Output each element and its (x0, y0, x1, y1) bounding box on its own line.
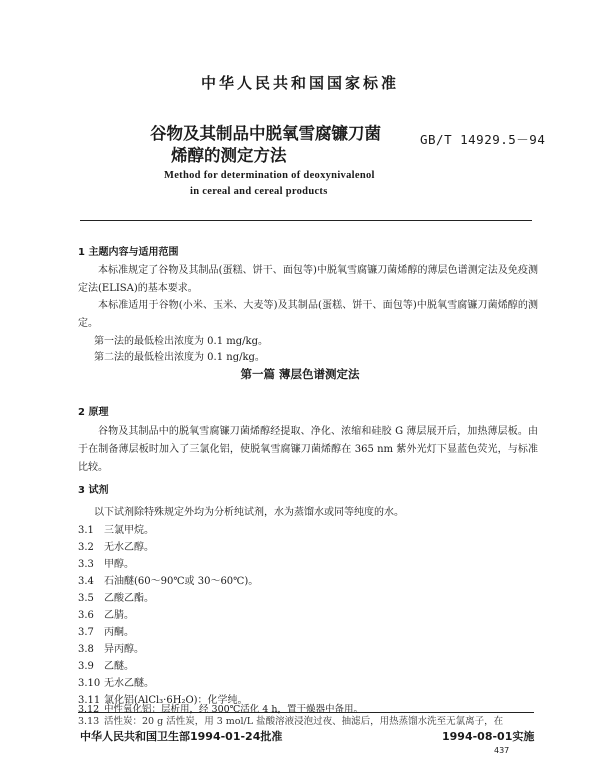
section-1-paragraph-2: 本标准适用于谷物(小米、玉米、大麦等)及其制品(蛋糕、饼干、面包等)中脱氧雪腐镰刀菌烯醇的测定。 (78, 300, 538, 329)
reagent-text: 乙醚。 (104, 661, 134, 672)
reagent-item-cut (78, 713, 503, 727)
reagent-number: 3.13 (78, 716, 100, 727)
reagent-text: 三氯甲烷。 (104, 525, 154, 536)
english-title-line1: Method for determination of deoxynivalenol (164, 170, 375, 181)
reagent-number: 3.9 (78, 661, 94, 672)
reagent-number: 3.2 (78, 542, 94, 553)
reagent-number: 3.10 (78, 678, 101, 689)
section-1-heading: 1 主题内容与适用范围 (78, 247, 179, 258)
reagent-number: 3.1 (78, 525, 94, 536)
reagent-number: 3.4 (78, 576, 94, 587)
reagent-item (78, 555, 134, 570)
reagent-item (78, 623, 134, 638)
reagent-text: 氯化铝(AlCl₃·6H₂O)：化学纯。 (104, 695, 248, 706)
reagent-text: 石油醚(60～90℃或 30～60℃)。 (104, 576, 259, 587)
reagent-number: 3.8 (78, 644, 94, 655)
effective-date: 1994-08-01实施 (442, 730, 535, 743)
section-3-intro: 以下试剂除特殊规定外均为分析纯试剂，水为蒸馏水或同等纯度的水。 (94, 507, 404, 518)
reagent-item (78, 589, 154, 604)
section-2-heading: 2 原理 (78, 407, 109, 418)
reagent-number: 3.6 (78, 610, 94, 621)
reagent-text: 异丙醇。 (104, 644, 144, 655)
english-title-line2: in cereal and cereal products (190, 186, 328, 197)
title-divider (80, 220, 532, 221)
reagent-text: 无水乙醚。 (104, 678, 154, 689)
reagent-number: 3.3 (78, 559, 94, 570)
reagent-text: 活性炭：20 g 活性炭，用 3 mol/L 盐酸溶液浸泡过夜、抽滤后，用热蒸馏水洗至无氯离子，在 (104, 716, 504, 727)
reagent-item (78, 674, 154, 689)
section-2-paragraph: 谷物及其制品中的脱氧雪腐镰刀菌烯醇经提取、净化、浓缩和硅胶 G 薄层展开后，加热薄层板。由于在制备薄层板时加入了三氯化铝，使脱氧雪腐镰刀菌烯醇在 365 nm 紫外光灯下显蓝色荧光，与标准比较。 (78, 426, 538, 473)
document-title-line1: 谷物及其制品中脱氧雪腐镰刀菌 (150, 124, 381, 143)
reagent-number: 3.11 (78, 695, 101, 706)
standard-header: 中华人民共和国国家标准 (200, 74, 399, 92)
section-3-heading: 3 试剂 (78, 485, 109, 496)
part-1-title: 第一篇 薄层色谱测定法 (240, 367, 360, 381)
reagent-number: 3.12 (78, 704, 100, 715)
reagent-number: 3.7 (78, 627, 94, 638)
reagent-item (78, 657, 134, 672)
reagent-text: 甲醇。 (104, 559, 134, 570)
page-number: 437 (494, 746, 510, 755)
reagent-item (78, 521, 154, 536)
reagent-number: 3.5 (78, 593, 94, 604)
standard-number: GB/T 14929.5－94 (420, 132, 546, 147)
reagent-text: 中性氧化铝：层析用，经 300℃活化 4 h，置干燥器中备用。 (104, 704, 363, 715)
reagent-text: 乙腈。 (104, 610, 134, 621)
reagent-item (78, 606, 134, 621)
section-1-detection-limit-1: 第一法的最低检出浓度为 0.1 mg/kg。 (94, 336, 268, 347)
reagent-text: 乙酸乙酯。 (104, 593, 154, 604)
reagent-text: 丙酮。 (104, 627, 134, 638)
reagent-item (78, 538, 154, 553)
document-title-line2: 烯醇的测定方法 (171, 146, 287, 165)
reagent-item (78, 640, 144, 655)
reagent-text: 无水乙醇。 (104, 542, 154, 553)
section-1-paragraph-1: 本标准规定了谷物及其制品(蛋糕、饼干、面包等)中脱氧雪腐镰刀菌烯醇的薄层色谱测定法及免疫测定法(ELISA)的基本要求。 (78, 265, 538, 294)
reagent-item (78, 572, 258, 587)
section-1-detection-limit-2: 第二法的最低检出浓度为 0.1 ng/kg。 (94, 352, 265, 363)
approval-issuer: 中华人民共和国卫生部1994-01-24批准 (80, 730, 283, 743)
